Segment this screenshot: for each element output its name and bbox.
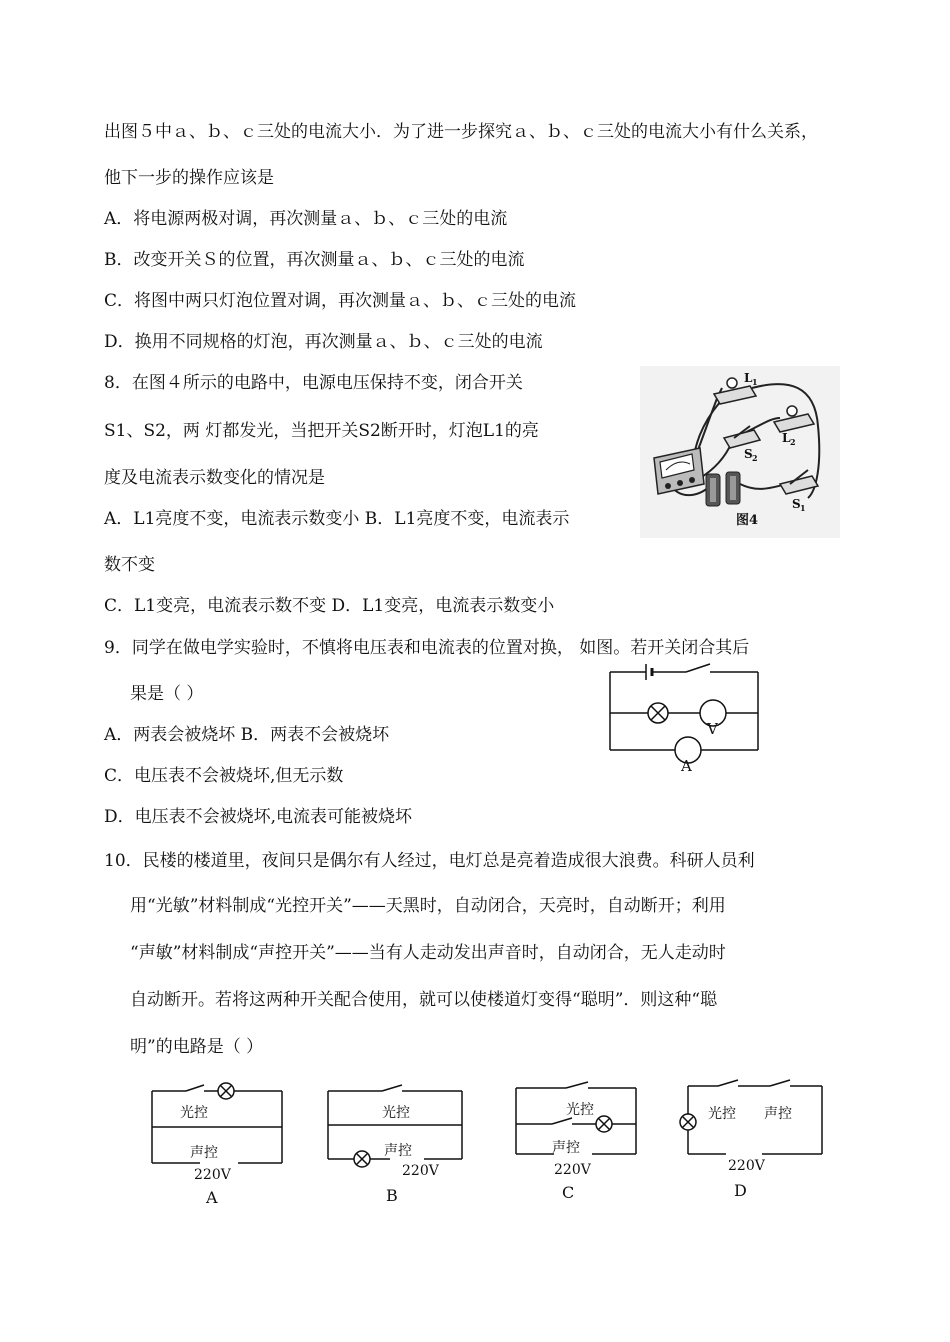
circuit-b-sound-switch: 声控: [384, 1143, 412, 1159]
voltmeter-label: V: [707, 720, 718, 738]
circuit-b-light-switch: 光控: [382, 1105, 410, 1121]
q8-options-ab: A．L1亮度不变，电流表示数变小 B．L1亮度不变，电流表示: [104, 509, 570, 529]
q7-option-a: A．将电源两极对调，再次测量ａ、ｂ、ｃ三处的电流: [104, 209, 508, 229]
q10-stem-line2: 用“光敏”材料制成“光控开关”——天黑时，自动闭合，天亮时，自动断开；利用: [130, 896, 726, 916]
svg-text:2: 2: [752, 453, 758, 463]
q9-stem-line2: 果是（ ）: [130, 684, 204, 704]
q8-stem-line2: S1、S2，两 灯都发光，当把开关S2断开时，灯泡L1的亮: [104, 421, 539, 441]
svg-text:L: L: [782, 431, 791, 445]
q8-options-ab-cont: 数不变: [104, 555, 155, 575]
circuit-d-label: D: [734, 1181, 747, 1200]
circuit-d-light-switch: 光控: [708, 1106, 736, 1122]
circuit-b: [318, 1075, 468, 1210]
circuit-d: [678, 1070, 828, 1205]
svg-text:2: 2: [790, 437, 796, 447]
figure-4: [640, 366, 840, 538]
q9-stem-line1: 9．同学在做电学实验时，不慎将电压表和电流表的位置对换， 如图。若开关闭合其后: [104, 638, 750, 658]
q8-stem-line1: 8．在图４所示的电路中，电源电压保持不变，闭合开关: [104, 373, 523, 393]
q7-option-c: C．将图中两只灯泡位置对调，再次测量ａ、ｂ、ｃ三处的电流: [104, 291, 577, 311]
circuit-b-voltage: 220V: [402, 1163, 439, 1179]
circuit-c-label: C: [562, 1183, 575, 1202]
ammeter-label: A: [681, 757, 692, 775]
q10-stem-line1: 10．民楼的楼道里，夜间只是偶尔有人经过，电灯总是亮着造成很大浪费。科研人员利: [104, 851, 755, 871]
q7-stem-line2: 他下一步的操作应该是: [104, 168, 274, 188]
svg-text:S: S: [744, 447, 753, 461]
q8-options-cd: C．L1变亮，电流表示数不变 D．L1变亮，电流表示数变小: [104, 596, 555, 616]
q7-option-d: D．换用不同规格的灯泡，再次测量ａ、ｂ、ｃ三处的电流: [104, 332, 543, 352]
svg-text:L: L: [744, 371, 753, 385]
circuit-a-voltage: 220V: [194, 1167, 231, 1183]
figure-4-caption: 图4: [736, 513, 759, 528]
q7-option-b: B．改变开关Ｓ的位置，再次测量ａ、ｂ、ｃ三处的电流: [104, 250, 525, 270]
svg-text:1: 1: [752, 377, 758, 387]
circuit-c-light-switch: 光控: [566, 1102, 594, 1118]
circuit-b-label: B: [386, 1186, 398, 1205]
svg-text:S: S: [792, 497, 801, 511]
q9-option-d: D．电压表不会被烧坏,电流表可能被烧坏: [104, 807, 413, 827]
q9-option-c: C．电压表不会被烧坏,但无示数: [104, 766, 344, 786]
q10-stem-line3: “声敏”材料制成“声控开关”——当有人走动发出声音时，自动闭合，无人走动时: [130, 943, 726, 963]
q9-options-ab: A．两表会被烧坏 B．两表不会被烧坏: [104, 725, 390, 745]
q10-stem-line5: 明”的电路是（ ）: [130, 1037, 264, 1057]
circuit-a-light-switch: 光控: [180, 1105, 208, 1121]
circuit-d-sound-switch: 声控: [764, 1106, 792, 1122]
svg-text:1: 1: [800, 503, 806, 513]
q10-stem-line4: 自动断开。若将这两种开关配合使用，就可以使楼道灯变得“聪明”．则这种“聪: [130, 990, 718, 1010]
circuit-c: [508, 1072, 648, 1207]
circuit-c-voltage: 220V: [554, 1162, 591, 1178]
circuit-a-sound-switch: 声控: [190, 1145, 218, 1161]
circuit-a-label: A: [206, 1188, 218, 1207]
circuit-a: [140, 1075, 290, 1210]
q9-circuit-figure: [600, 660, 770, 775]
q7-stem-line1: 出图５中ａ、ｂ、ｃ三处的电流大小．为了进一步探究ａ、ｂ、ｃ三处的电流大小有什么关系，: [104, 122, 818, 142]
circuit-d-voltage: 220V: [728, 1158, 765, 1174]
circuit-c-sound-switch: 声控: [552, 1140, 580, 1156]
q8-stem-line3: 度及电流表示数变化的情况是: [104, 468, 325, 488]
